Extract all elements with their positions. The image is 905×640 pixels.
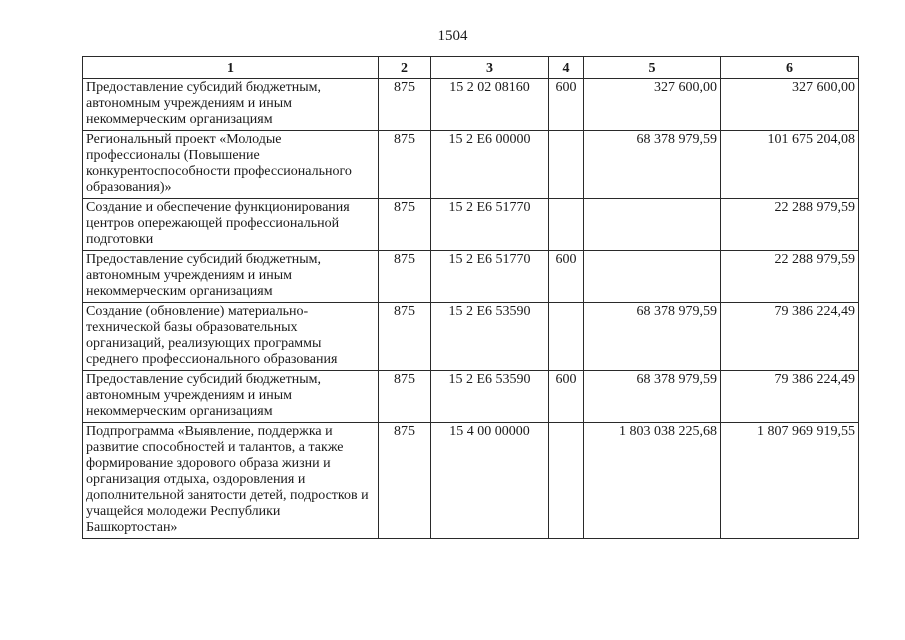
row-ved-cell: 875	[379, 131, 431, 199]
row-sum2-cell: 22 288 979,59	[721, 251, 859, 303]
row-sum1-cell: 68 378 979,59	[584, 131, 721, 199]
column-header-sum1: 5	[584, 57, 721, 79]
row-ved-cell: 875	[379, 303, 431, 371]
row-sum1-cell: 1 803 038 225,68	[584, 423, 721, 539]
table-row	[83, 79, 859, 131]
row-sum1-cell: 327 600,00	[584, 79, 721, 131]
budget-table	[82, 56, 859, 539]
row-name-cell: Региональный проект «Молодые профессионалы (Повышение конкурентоспособности профессионального образования)»	[83, 131, 379, 199]
row-name-cell: Подпрограмма «Выявление, поддержка и развитие способностей и талантов, а также формирование здорового образа жизни и организация отдыха, оздоровления и дополнительной занятости детей, подростков и учащейся молодежи Республики Башкортостан»	[83, 423, 379, 539]
column-header-name: 1	[83, 57, 379, 79]
row-name-cell: Создание и обеспечение функционирования центров опережающей профессиональной подготовки	[83, 199, 379, 251]
row-name-cell: Создание (обновление) материально-технической базы образовательных организаций, реализующих программы среднего профессионального образования	[83, 303, 379, 371]
table-row	[83, 423, 859, 539]
row-vr-cell	[549, 199, 584, 251]
column-header-sum2: 6	[721, 57, 859, 79]
column-header-ved: 2	[379, 57, 431, 79]
table-row	[83, 131, 859, 199]
row-vr-cell	[549, 423, 584, 539]
row-csr-cell: 15 2 Е6 51770	[431, 199, 549, 251]
row-sum2-cell: 101 675 204,08	[721, 131, 859, 199]
table-row	[83, 303, 859, 371]
table-row	[83, 371, 859, 423]
column-header-csr: 3	[431, 57, 549, 79]
row-csr-cell: 15 4 00 00000	[431, 423, 549, 539]
row-ved-cell: 875	[379, 251, 431, 303]
row-sum2-cell: 327 600,00	[721, 79, 859, 131]
row-csr-cell: 15 2 Е6 00000	[431, 131, 549, 199]
row-sum1-cell: 68 378 979,59	[584, 371, 721, 423]
table-row	[83, 199, 859, 251]
row-vr-cell	[549, 131, 584, 199]
row-vr-cell: 600	[549, 79, 584, 131]
table-header-row	[83, 57, 859, 79]
row-vr-cell	[549, 303, 584, 371]
row-ved-cell: 875	[379, 199, 431, 251]
row-csr-cell: 15 2 Е6 53590	[431, 371, 549, 423]
column-header-vr: 4	[549, 57, 584, 79]
row-sum1-cell: 68 378 979,59	[584, 303, 721, 371]
row-csr-cell: 15 2 Е6 53590	[431, 303, 549, 371]
row-ved-cell: 875	[379, 423, 431, 539]
row-sum2-cell: 79 386 224,49	[721, 371, 859, 423]
row-csr-cell: 15 2 02 08160	[431, 79, 549, 131]
row-name-cell: Предоставление субсидий бюджетным, автономным учреждениям и иным некоммерческим организациям	[83, 79, 379, 131]
row-vr-cell: 600	[549, 251, 584, 303]
row-sum1-cell	[584, 199, 721, 251]
row-sum2-cell: 1 807 969 919,55	[721, 423, 859, 539]
row-name-cell: Предоставление субсидий бюджетным, автономным учреждениям и иным некоммерческим организациям	[83, 371, 379, 423]
row-sum2-cell: 22 288 979,59	[721, 199, 859, 251]
row-csr-cell: 15 2 Е6 51770	[431, 251, 549, 303]
row-ved-cell: 875	[379, 371, 431, 423]
table-row	[83, 251, 859, 303]
page-number: 1504	[437, 28, 468, 44]
row-name-cell: Предоставление субсидий бюджетным, автономным учреждениям и иным некоммерческим организациям	[83, 251, 379, 303]
row-sum2-cell: 79 386 224,49	[721, 303, 859, 371]
row-sum1-cell	[584, 251, 721, 303]
row-ved-cell: 875	[379, 79, 431, 131]
row-vr-cell: 600	[549, 371, 584, 423]
